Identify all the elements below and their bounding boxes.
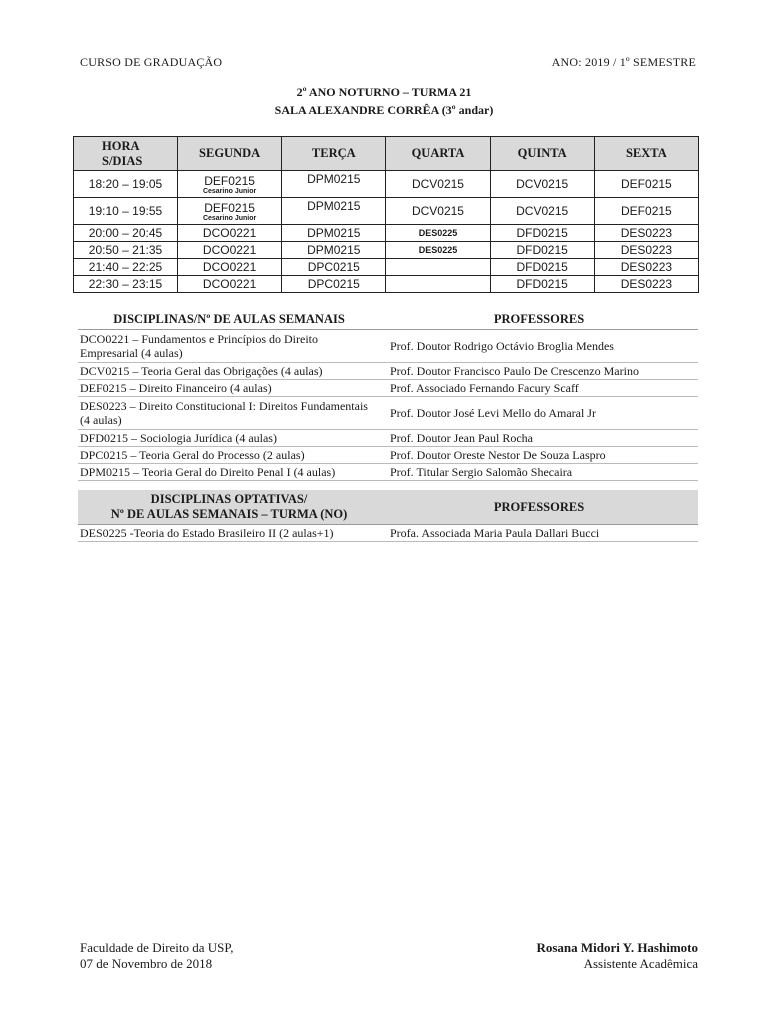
quarta-cell: DCV0215	[386, 171, 490, 198]
terca-cell: DPM0215	[282, 242, 386, 259]
terca-cell: DPM0215	[282, 171, 386, 198]
optativas-table	[78, 490, 698, 542]
optativas-professores-header: PROFESSORES	[380, 490, 698, 525]
quarta-cell: DES0225	[386, 242, 490, 259]
footer-place-date	[80, 940, 233, 972]
segunda-cell: DCO0221	[178, 259, 282, 276]
terca-cell: DPM0215	[282, 198, 386, 225]
quinta-cell: DCV0215	[490, 198, 594, 225]
course-label: CURSO DE GRADUAÇÃO	[80, 55, 223, 69]
quinta-cell: DFD0215	[490, 242, 594, 259]
segunda-cell: DCO0221	[178, 276, 282, 293]
header-quarta: QUARTA	[386, 137, 490, 171]
schedule-row	[74, 242, 699, 259]
professor-name: Prof. Doutor Rodrigo Octávio Broglia Mendes	[380, 330, 698, 363]
optativa-row	[78, 525, 698, 542]
course-code: DEF0215	[204, 173, 255, 188]
room-note: Cesarino Junior	[202, 214, 257, 222]
optativas-header-line1: DISCIPLINAS OPTATIVAS/	[150, 492, 308, 506]
disciplina-name: DES0223 – Direito Constitucional I: Direitos Fundamentais (4 aulas)	[78, 397, 380, 430]
header-quinta: QUINTA	[490, 137, 594, 171]
segunda-cell	[178, 171, 282, 198]
disciplina-row	[78, 464, 698, 481]
time-cell: 20:50 – 21:35	[74, 242, 178, 259]
sexta-cell: DES0223	[594, 276, 698, 293]
room-note: Cesarino Junior	[202, 187, 257, 195]
professor-name: Prof. Doutor Francisco Paulo De Crescenzo Marino	[380, 363, 698, 380]
terca-cell: DPC0215	[282, 259, 386, 276]
quarta-cell	[386, 259, 490, 276]
disciplinas-header: DISCIPLINAS/Nº DE AULAS SEMANAIS	[78, 310, 380, 330]
quinta-cell: DFD0215	[490, 276, 594, 293]
terca-cell: DPC0215	[282, 276, 386, 293]
disciplina-name: DCO0221 – Fundamentos e Princípios do Direito Empresarial (4 aulas)	[78, 330, 380, 363]
segunda-cell: DCO0221	[178, 242, 282, 259]
professor-name: Prof. Titular Sergio Salomão Shecaira	[380, 464, 698, 481]
disciplinas-header-row	[78, 310, 698, 330]
disciplina-name: DCV0215 – Teoria Geral das Obrigações (4 aulas)	[78, 363, 380, 380]
schedule-row	[74, 171, 699, 198]
disciplina-row	[78, 363, 698, 380]
schedule-header-row	[74, 137, 699, 171]
optativas-header	[78, 490, 380, 525]
disciplina-row	[78, 380, 698, 397]
header-hora	[74, 137, 178, 171]
time-cell: 22:30 – 23:15	[74, 276, 178, 293]
sexta-cell: DEF0215	[594, 171, 698, 198]
time-cell: 20:00 – 20:45	[74, 225, 178, 242]
disciplina-row	[78, 447, 698, 464]
header-segunda: SEGUNDA	[178, 137, 282, 171]
schedule-table	[73, 136, 699, 293]
footer-institution: Faculdade de Direito da USP,	[80, 940, 234, 955]
segunda-cell	[178, 198, 282, 225]
sexta-cell: DES0223	[594, 259, 698, 276]
sexta-cell: DEF0215	[594, 198, 698, 225]
professor-name: Prof. Doutor José Levi Mello do Amaral Jr	[380, 397, 698, 430]
schedule-row	[74, 198, 699, 225]
class-title: 2º ANO NOTURNO – TURMA 21	[296, 85, 472, 99]
header-terca: TERÇA	[282, 137, 386, 171]
disciplina-name: DEF0215 – Direito Financeiro (4 aulas)	[78, 380, 380, 397]
header-sexta: SEXTA	[594, 137, 698, 171]
quinta-cell: DCV0215	[490, 171, 594, 198]
signatory-role: Assistente Acadêmica	[583, 956, 698, 971]
quarta-cell	[386, 276, 490, 293]
professor-name: Prof. Doutor Jean Paul Rocha	[380, 430, 698, 447]
professores-header: PROFESSORES	[380, 310, 698, 330]
footer-date: 07 de Novembro de 2018	[80, 956, 213, 971]
quinta-cell: DFD0215	[490, 259, 594, 276]
sexta-cell: DES0223	[594, 225, 698, 242]
disciplina-name: DPM0215 – Teoria Geral do Direito Penal I (4 aulas)	[78, 464, 380, 481]
optativa-professor: Profa. Associada Maria Paula Dallari Bucci	[380, 525, 698, 542]
time-cell: 19:10 – 19:55	[74, 198, 178, 225]
disciplina-row	[78, 397, 698, 430]
time-cell: 18:20 – 19:05	[74, 171, 178, 198]
disciplina-name: DPC0215 – Teoria Geral do Processo (2 aulas)	[78, 447, 380, 464]
time-cell: 21:40 – 22:25	[74, 259, 178, 276]
optativas-header-row	[78, 490, 698, 525]
optativas-header-line2: Nº DE AULAS SEMANAIS – TURMA (NO)	[110, 507, 348, 521]
terca-cell: DPM0215	[282, 225, 386, 242]
disciplina-row	[78, 330, 698, 363]
year-semester-label: ANO: 2019 / 1º SEMESTRE	[551, 55, 696, 69]
header-hora-label: HORA S/DIAS	[102, 138, 143, 168]
footer-signature	[536, 940, 698, 972]
professor-name: Prof. Doutor Oreste Nestor De Souza Laspro	[380, 447, 698, 464]
schedule-row	[74, 276, 699, 293]
schedule-row	[74, 225, 699, 242]
segunda-cell: DCO0221	[178, 225, 282, 242]
optativa-name: DES0225 -Teoria do Estado Brasileiro II (2 aulas+1)	[78, 525, 380, 542]
quarta-cell: DCV0215	[386, 198, 490, 225]
room-title: SALA ALEXANDRE CORRÊA (3º andar)	[274, 103, 494, 117]
disciplinas-table	[78, 310, 698, 481]
signatory-name: Rosana Midori Y. Hashimoto	[536, 940, 698, 955]
quinta-cell: DFD0215	[490, 225, 594, 242]
professor-name: Prof. Associado Fernando Facury Scaff	[380, 380, 698, 397]
disciplina-row	[78, 430, 698, 447]
course-code: DEF0215	[204, 200, 255, 215]
quarta-cell: DES0225	[386, 225, 490, 242]
schedule-row	[74, 259, 699, 276]
sexta-cell: DES0223	[594, 242, 698, 259]
disciplina-name: DFD0215 – Sociologia Jurídica (4 aulas)	[78, 430, 380, 447]
